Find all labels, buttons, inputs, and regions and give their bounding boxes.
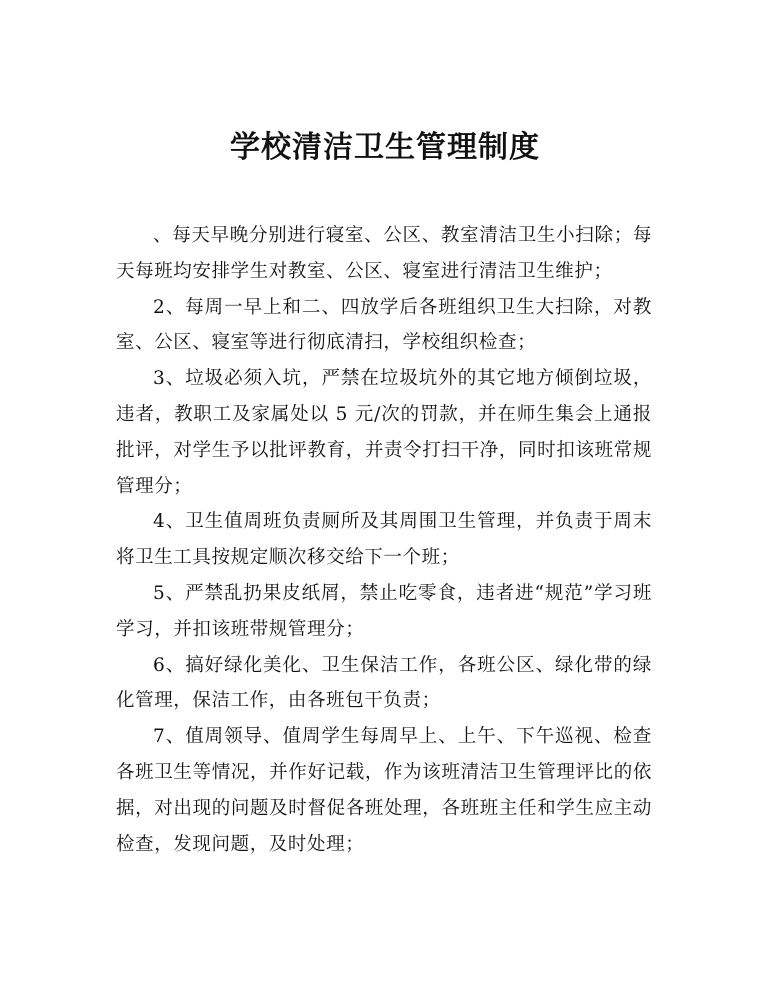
paragraph-1: 、每天早晚分别进行寝室、公区、教室清洁卫生小扫除；每天每班均安排学生对教室、公区、寝室进行清洁卫生维护； xyxy=(116,225,652,282)
document-title: 学校清洁卫生管理制度 xyxy=(230,130,540,165)
paragraph-2: 2、每周一早上和二、四放学后各班组织卫生大扫除，对教室、公区、寝室等进行彻底清扫，学校组织检查； xyxy=(116,296,652,354)
paragraph-5: 5、严禁乱扔果皮纸屑，禁止吃零食，违者进“规范”学习班学习，并扣该班带规管理分； xyxy=(116,582,652,640)
paragraph-3: 3、垃圾必须入坑，严禁在垃圾坑外的其它地方倾倒垃圾，违者，教职工及家属处以 5 元/次的罚款，并在师生集会上通报批评，对学生予以批评教育，并责令打扫干净，同时扣该班常规管理分； xyxy=(116,368,652,497)
paragraph-4: 4、卫生值周班负责厕所及其周围卫生管理，并负责于周末将卫生工具按规定顺次移交给下一个班； xyxy=(116,511,652,569)
document-body xyxy=(116,218,652,862)
paragraph-7: 7、值周领导、值周学生每周早上、上午、下午巡视、检查各班卫生等情况，并作好记载，作为该班清洁卫生管理评比的依据，对出现的问题及时督促各班处理，各班班主任和学生应主动检查，发现问题，及时处理； xyxy=(116,726,652,855)
paragraph-6: 6、搞好绿化美化、卫生保洁工作，各班公区、绿化带的绿化管理，保洁工作，由各班包干负责； xyxy=(116,654,652,712)
